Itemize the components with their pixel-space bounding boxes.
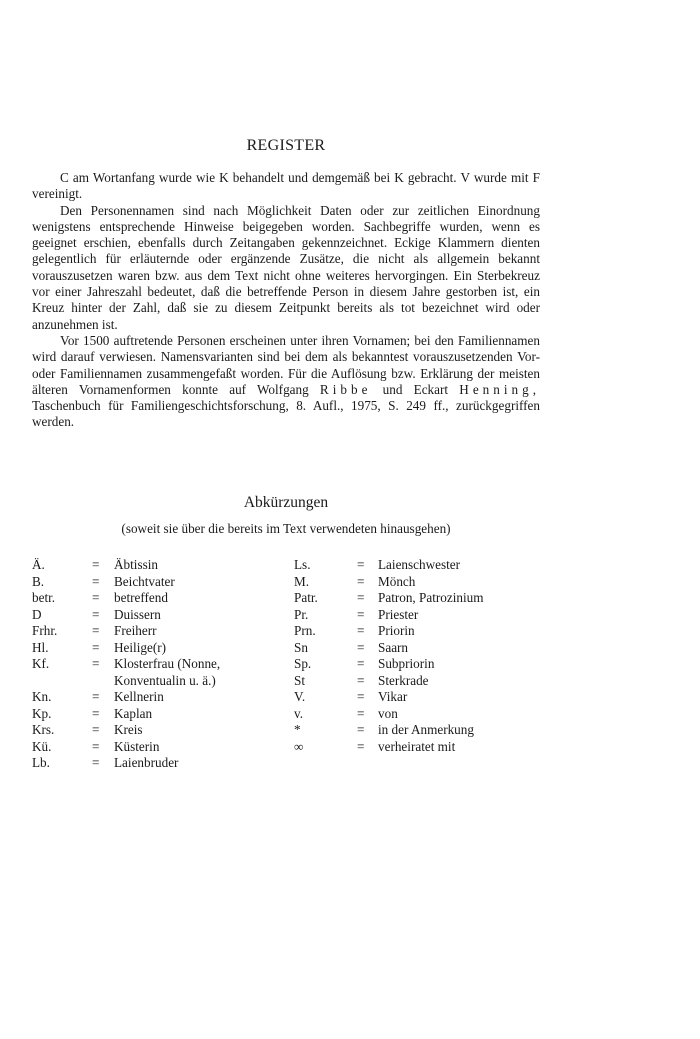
abbreviation-meaning: Freiherr <box>114 623 157 638</box>
abbreviation-meaning: Kreis <box>114 722 143 737</box>
abbreviation-meaning: Priorin <box>378 623 415 638</box>
abbreviation-term: Prn. <box>294 623 316 638</box>
abbreviation-term: Lb. <box>32 755 50 770</box>
equals-sign: = <box>357 656 365 671</box>
abbreviation-meaning: Konventualin u. ä.) <box>114 672 216 688</box>
abbreviation-meaning: von <box>378 705 398 721</box>
abbreviation-term: Ä. <box>32 557 45 572</box>
page-title: REGISTER <box>246 137 326 154</box>
abbreviation-row <box>32 656 540 673</box>
abbreviation-meaning: Kaplan <box>114 705 153 721</box>
abbreviation-term: Kn. <box>32 689 52 704</box>
equals-sign: = <box>92 656 100 671</box>
abbreviation-term: St <box>294 672 305 688</box>
equals-sign: = <box>357 672 365 688</box>
abbreviations-subtitle: (soweit sie über die bereits im Text verwendeten hinausgehen) <box>121 521 451 536</box>
intro-paragraph-1: C am Wortanfang wurde wie K behandelt und demgemäß bei K gebracht. V wurde mit F vereinigt. <box>32 170 540 202</box>
abbreviations-heading: Abkürzungen <box>243 494 329 511</box>
abbreviation-meaning: Klosterfrau (Nonne, <box>114 656 221 671</box>
abbreviation-row <box>32 574 540 591</box>
equals-sign: = <box>357 590 365 605</box>
abbreviation-row <box>32 607 540 624</box>
abbreviation-term: D <box>32 606 42 622</box>
abbreviation-meaning: in der Anmerkung <box>378 722 474 737</box>
introduction-text <box>32 170 540 431</box>
abbreviation-term: Patr. <box>294 590 318 605</box>
equals-sign: = <box>92 623 100 638</box>
equals-sign: = <box>357 705 365 721</box>
abbreviation-meaning: Sterkrade <box>378 672 429 688</box>
abbreviation-meaning: Kellnerin <box>114 689 164 704</box>
abbreviation-term: Krs. <box>32 722 55 737</box>
abbreviation-term: * <box>294 722 301 737</box>
abbreviation-term: Kp. <box>32 705 52 721</box>
equals-sign: = <box>357 689 365 704</box>
equals-sign: = <box>357 557 365 572</box>
abbreviation-term: Pr. <box>294 606 309 622</box>
abbreviation-meaning: Subpriorin <box>378 656 435 671</box>
author-name-henning: Henning, <box>459 381 541 397</box>
intro-paragraph-3 <box>32 333 540 431</box>
equals-sign: = <box>92 557 100 572</box>
abbreviation-term: Sn <box>294 639 308 655</box>
abbreviation-row <box>32 706 540 723</box>
abbreviation-term: Kü. <box>32 738 52 754</box>
intro-paragraph-3-part-c: Taschenbuch für Familiengeschichtsforschung, 8. Aufl., 1975, S. 249 ff., zurückgegriffen werden. <box>32 398 540 430</box>
abbreviations-table <box>32 557 540 772</box>
equals-sign: = <box>92 722 100 737</box>
equals-sign: = <box>92 639 100 655</box>
intro-paragraph-3-part-a: Vor 1500 auftretende Personen erscheinen unter ihren Vornamen; bei den Familiennamen wird darauf verwiesen. Namensvarianten sind bei dem als bekanntest vorauszusetzenden Vor- oder Familiennamen zusammengefaßt worden. Für die Auflösung bzw. Erklärung der meisten älteren Vornamenformen konnte auf Wolfgang <box>32 332 540 397</box>
equals-sign: = <box>92 738 100 754</box>
abbreviation-row <box>32 755 540 772</box>
equals-sign: = <box>357 573 365 589</box>
abbreviation-meaning: verheiratet mit <box>378 738 456 754</box>
abbreviation-row <box>32 623 540 640</box>
abbreviation-meaning: Laienschwester <box>378 557 461 572</box>
abbreviation-term: Kf. <box>32 656 50 671</box>
abbreviation-row <box>32 722 540 739</box>
abbreviation-term: Hl. <box>32 639 49 655</box>
abbreviation-meaning: Vikar <box>378 689 408 704</box>
abbreviation-meaning: Patron, Patrozinium <box>378 590 484 605</box>
abbreviation-meaning: betreffend <box>114 590 168 605</box>
equals-sign: = <box>92 606 100 622</box>
abbreviation-row <box>32 590 540 607</box>
abbreviation-term: Frhr. <box>32 623 58 638</box>
equals-sign: = <box>357 623 365 638</box>
abbreviation-row <box>32 557 540 574</box>
abbreviation-meaning: Mönch <box>378 573 416 589</box>
abbreviation-row <box>32 640 540 657</box>
abbreviation-meaning: Küsterin <box>114 738 160 754</box>
equals-sign: = <box>92 573 100 589</box>
abbreviation-term: Ls. <box>294 557 311 572</box>
abbreviation-meaning: Heilige(r) <box>114 639 166 655</box>
abbreviation-term: V. <box>294 689 306 704</box>
intro-paragraph-3-part-b: und Eckart <box>382 381 449 397</box>
abbreviation-term: betr. <box>32 590 56 605</box>
equals-sign: = <box>357 738 365 754</box>
intro-paragraph-2: Den Personennamen sind nach Möglichkeit Daten oder zur zeitlichen Einordnung wenigstens entsprechende Hinweise beigegeben worden. Sachbegriffe wurden, wenn es geeignet erschien, ebenfalls durch Zeitangaben gekennzeichnet. Eckige Klammern dienten gelegentlich für erläuternde oder ergänzende Zusätze, die nicht als allgemein bekannt vorauszusetzen waren bzw. aus dem Text nicht ohne weiteres hervorgingen. Ein Sterbekreuz vor einer Jahreszahl bedeutet, daß die betreffende Person in diesem Jahre gestorben ist, ein Kreuz hinter der Zahl, daß sie zu diesem Zeitpunkt bereits als tot bezeichnet wird oder anzunehmen ist. <box>32 202 540 332</box>
abbreviation-term: v. <box>294 705 304 721</box>
abbreviation-meaning: Duissern <box>114 606 161 622</box>
abbreviation-term: B. <box>32 573 45 589</box>
abbreviation-term: ∞ <box>294 738 304 754</box>
abbreviation-meaning: Laienbruder <box>114 755 179 770</box>
equals-sign: = <box>357 639 365 655</box>
equals-sign: = <box>357 606 365 622</box>
abbreviation-row <box>32 739 540 756</box>
equals-sign: = <box>92 689 100 704</box>
abbreviation-term: Sp. <box>294 656 312 671</box>
abbreviation-meaning: Priester <box>378 606 419 622</box>
abbreviation-meaning: Saarn <box>378 639 409 655</box>
abbreviation-meaning: Äbtissin <box>114 557 158 572</box>
abbreviation-term: M. <box>294 573 310 589</box>
author-name-ribbe: Ribbe <box>319 381 372 397</box>
equals-sign: = <box>92 590 100 605</box>
abbreviation-meaning: Beichtvater <box>114 573 175 589</box>
equals-sign: = <box>92 705 100 721</box>
abbreviation-row <box>32 689 540 706</box>
equals-sign: = <box>357 722 365 737</box>
abbreviation-row <box>32 673 540 690</box>
equals-sign: = <box>92 755 100 770</box>
